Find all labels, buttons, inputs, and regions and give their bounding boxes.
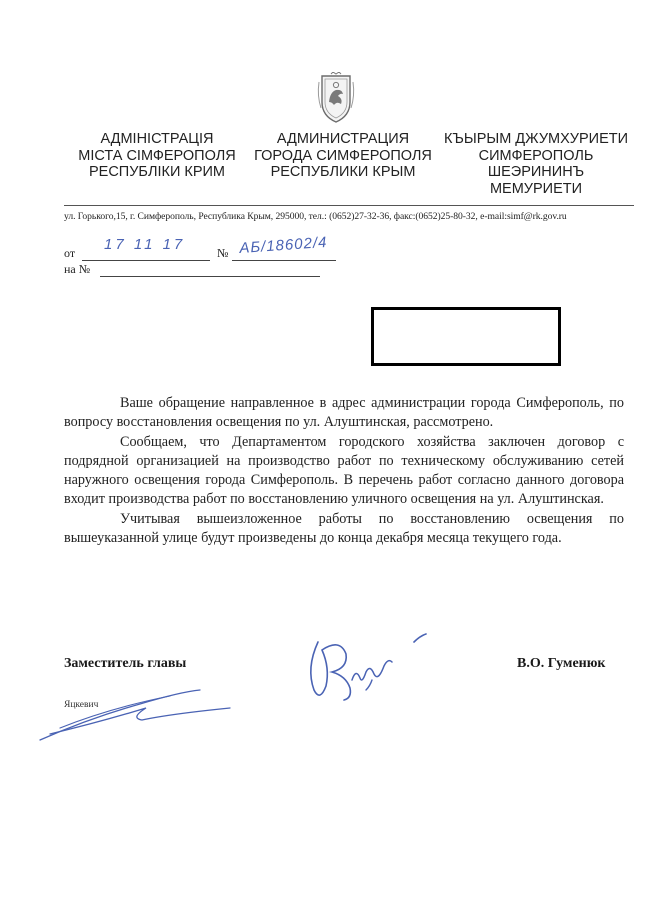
header-crimean-tatar-line: СИМФЕРОПОЛЬ (478, 147, 594, 164)
date-value: 17 11 17 (104, 236, 186, 253)
header-divider (64, 205, 634, 206)
contact-line: ул. Горького,15, г. Симферополь, Республика Крым, 295000, тел.: (0652)27-32-36, факс:(0652)25-80-32, e-mail:simf@rk.gov.ru (64, 211, 567, 222)
header-russian-line: РЕСПУБЛИКИ КРЫМ (270, 164, 416, 180)
header-russian-line: ГОРОДА СИМФЕРОПОЛЯ (254, 147, 432, 164)
number-underline (232, 260, 336, 261)
number-label: № (217, 246, 229, 260)
response-label: на № (64, 262, 91, 276)
header-crimean-tatar-line: ШЕЭРИНИНЪ (487, 164, 585, 180)
header-ukrainian-line: МІСТА СІМФЕРОПОЛЯ (78, 147, 236, 164)
date-label: от (64, 246, 76, 260)
header-ukrainian-line: РЕСПУБЛІКИ КРИМ (88, 164, 226, 180)
header-ukrainian-line: АДМІНІСТРАЦІЯ (100, 131, 214, 147)
body-paragraph: Сообщаем, что Департаментом городского хозяйства заключен договор с подрядной организацией на производство работ по техническому обслуживанию сетей наружного освещения города Симферополь. В перечень работ согласно данного договора входит производства работ по восстановлению уличного освещения на ул. Алуштинская. (64, 433, 624, 508)
header-russian (248, 131, 438, 181)
header-ukrainian (62, 131, 252, 181)
date-underline (82, 260, 210, 261)
letter-body (64, 394, 624, 548)
body-paragraph: Учитывая вышеизложенное работы по восстановлению освещения по вышеуказанной улице будут произведены до конца декабря месяца текущего года. (64, 510, 624, 547)
crimea-coat-of-arms-icon (316, 72, 356, 124)
signatory-name: В.О. Гуменюк (517, 656, 606, 671)
signatory-position: Заместитель главы (64, 656, 187, 671)
response-underline (100, 276, 320, 277)
header-crimean-tatar-line: КЪЫРЫМ ДЖУМХУРИЕТИ (443, 131, 629, 147)
redacted-addressee-box (371, 307, 561, 366)
executor-name: Яцкевич (64, 700, 99, 710)
body-paragraph: Ваше обращение направленное в адрес администрации города Симферополь, по вопросу восстановления освещения по ул. Алуштинская, рассмотрено. (64, 395, 624, 431)
handwritten-signature (296, 628, 446, 708)
header-russian-line: АДМИНИСТРАЦИЯ (276, 131, 410, 147)
executor-paraph (30, 678, 260, 748)
header-crimean-tatar-line: МЕМУРИЕТИ (489, 180, 583, 197)
number-value: АБ/18602/4 (238, 233, 328, 257)
header-crimean-tatar (436, 131, 636, 197)
